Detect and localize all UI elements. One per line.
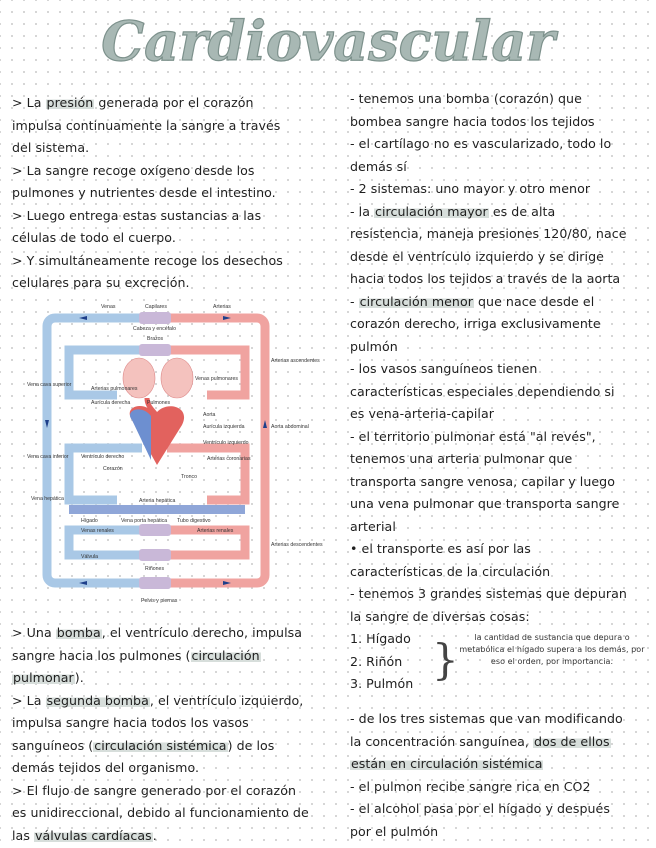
page-title	[0, 2, 656, 76]
highlighted-term: presión	[46, 95, 94, 110]
summary-line	[350, 313, 652, 336]
summary-line	[350, 178, 652, 201]
label-arterias-desc: Arterias descendentes	[271, 542, 323, 548]
conclusion-line	[350, 753, 652, 776]
label-venas-renales: Venas renales	[81, 528, 114, 534]
hepatic-vessels	[69, 505, 245, 514]
summary-line	[350, 246, 652, 269]
organ-item: 2. Riñón	[350, 653, 403, 669]
text-segment: ) de los	[227, 737, 275, 753]
summary-line	[350, 133, 652, 156]
label-venas-pulm: Venas pulmonares	[195, 376, 238, 382]
organ-note: la cantidad de sustancia que depura o metabólica el hígado supera a los demás, por eso el orden, por importancia.	[459, 633, 645, 666]
label-tubo-dig: Tubo digestivo	[177, 518, 211, 524]
text-segment: impulsa sangre hacia todos los vasos	[12, 715, 249, 730]
summary-line	[350, 538, 652, 561]
intro-line	[12, 92, 334, 115]
text-segment: demás tejidos del organismo.	[12, 760, 200, 775]
text-segment: - los vasos sanguíneos tienen	[350, 361, 538, 376]
text-segment: es unidireccional, debido al funcionamiento de	[12, 805, 309, 820]
highlighted-term: están en circulación sistémica	[351, 756, 543, 771]
intro-line	[12, 160, 334, 183]
label-vena-cava-inf: Vena cava inferior	[27, 454, 69, 460]
intro-line	[12, 250, 334, 273]
label-auricula-der: Aurícula derecha	[91, 400, 131, 406]
label-brazos: Brazos	[147, 336, 164, 342]
text-segment: , el ventrículo derecho, impulsa	[101, 625, 303, 640]
label-pulmones: Pulmones	[147, 400, 171, 406]
highlighted-term: circulación	[191, 647, 260, 663]
text-segment: generada por el corazón	[94, 95, 254, 110]
summary-line	[350, 516, 652, 539]
text-segment: > La	[12, 692, 46, 708]
organ-item: 3. Pulmón	[350, 676, 414, 691]
pump-line	[12, 645, 334, 668]
conclusion-line	[350, 708, 652, 731]
summary-line	[350, 268, 652, 291]
text-segment: -	[350, 293, 359, 309]
label-tronco: Tronco	[181, 474, 197, 480]
highlighted-term: válvulas cardíacas	[34, 827, 152, 843]
label-valvula: Válvula	[81, 554, 99, 560]
label-venas: Venas	[101, 304, 116, 310]
text-segment: > Una	[12, 625, 56, 640]
text-segment: > Y simultáneamente recoge los desechos	[12, 252, 283, 268]
text-segment: características especiales dependiendo si	[350, 383, 615, 399]
label-arterias-pulm: Arterias pulmonares	[91, 386, 138, 392]
summary-line	[350, 471, 652, 494]
text-segment: sanguíneos (	[12, 737, 94, 753]
text-segment: impulsa continuamente la sangre a través	[12, 117, 281, 133]
label-arterias-asc: Arterias ascendentes	[271, 358, 320, 364]
text-segment: la sangre de diversas cosas:	[350, 608, 530, 624]
conclusion-line	[350, 731, 652, 754]
conclusion-line	[350, 798, 652, 821]
text-segment: por el pulmón	[350, 823, 439, 839]
brace-icon: }	[432, 635, 459, 684]
text-segment: tenemos una arteria pulmonar que	[350, 451, 573, 466]
text-segment: - 2 sistemas: uno mayor y otro menor	[350, 181, 591, 196]
pump-line	[12, 757, 334, 780]
pump-line	[12, 690, 334, 713]
text-segment: es vena-arteria-capilar	[350, 406, 494, 421]
text-segment: pulmones y nutrientes desde el intestino.	[12, 185, 276, 200]
text-segment: hacia todos los tejidos a través de la aorta	[350, 271, 621, 286]
highlighted-term: dos de ellos	[534, 733, 610, 749]
text-segment: - el pulmon recibe sangre rica en CO2	[350, 778, 591, 794]
summary-line	[350, 583, 652, 606]
text-segment: una vena pulmonar que transporta sangre	[350, 496, 620, 511]
text-segment: transporta sangre venosa, capilar y luego	[350, 473, 615, 489]
venous-side	[47, 318, 142, 583]
text-segment: - de los tres sistemas que van modificando	[350, 711, 623, 726]
intro-notes	[12, 92, 334, 295]
label-aorta: Aorta	[203, 412, 216, 418]
highlighted-term: circulación menor	[359, 293, 473, 309]
highlighted-term: bomba	[56, 625, 101, 640]
label-aorta-abd: Aorta abdominal	[271, 424, 309, 430]
organ-item: 1. Hígado	[350, 631, 411, 646]
organ-list	[350, 628, 652, 696]
pump-line	[12, 780, 334, 803]
text-segment: celulares para su excreción.	[12, 275, 190, 290]
summary-line	[350, 358, 652, 381]
label-ventriculo-izq: Ventrículo izquierdo	[203, 440, 249, 446]
highlighted-term: segunda bomba	[46, 692, 149, 708]
intro-line	[12, 137, 334, 160]
summary-line	[350, 223, 652, 246]
text-segment: .	[152, 827, 157, 843]
text-segment: pulmón	[350, 338, 398, 354]
label-arterias-cor: Arterias coronarias	[207, 456, 251, 462]
label-higado: Hígado	[81, 518, 98, 524]
label-vena-cava-sup: Vena cava superior	[27, 382, 72, 388]
text-segment: que nace desde el	[473, 293, 595, 309]
intro-line	[12, 272, 334, 295]
summary-line	[350, 111, 652, 134]
label-vena-hep: Vena hepática	[31, 496, 64, 502]
text-segment: - el territorio pulmonar está "al revés",	[350, 428, 596, 444]
label-rinones: Riñones	[145, 566, 165, 572]
text-segment: corazón derecho, irriga exclusivamente	[350, 316, 601, 331]
summary-line	[350, 606, 652, 629]
text-segment: demás sí	[350, 158, 407, 174]
summary-line	[350, 381, 652, 404]
summary-line	[350, 493, 652, 516]
label-vena-porta: Vena porta hepática	[121, 518, 168, 524]
text-segment: - el cartílago no es vascularizado, todo lo	[350, 136, 612, 151]
text-segment: • el transporte es así por las	[350, 541, 531, 556]
summary-line	[350, 291, 652, 314]
label-cabeza: Cabeza y encéfalo	[133, 326, 176, 332]
pump-line	[12, 712, 334, 735]
text-segment: sangre hacia los pulmones (	[12, 647, 191, 663]
summary-line	[350, 448, 652, 471]
text-segment: del sistema.	[12, 140, 90, 155]
label-arterias-renales: Arterias renales	[197, 528, 234, 534]
text-segment: > La sangre recoge oxígeno desde los	[12, 162, 255, 178]
pump-line	[12, 622, 334, 645]
text-segment: - tenemos 3 grandes sistemas que depuran	[350, 586, 627, 601]
summary-line	[350, 426, 652, 449]
text-segment: las	[12, 827, 34, 843]
summary-line	[350, 201, 652, 224]
label-capilares: Capilares	[145, 304, 167, 310]
text-segment: , el ventrículo izquierdo,	[149, 692, 304, 708]
summary-line	[350, 336, 652, 359]
text-segment: la concentración sanguínea,	[350, 733, 534, 749]
text-segment: - tenemos una bomba (corazón) que	[350, 91, 582, 106]
text-segment: > La	[12, 95, 46, 110]
intro-line	[12, 115, 334, 138]
label-arteria-hep: Arteria hepática	[139, 498, 176, 504]
text-segment: > Luego entrega estas sustancias a las	[12, 207, 262, 223]
intro-line	[12, 182, 334, 205]
highlighted-term: circulación sistémica	[94, 737, 227, 753]
text-segment: arterial	[350, 518, 396, 534]
text-segment: ).	[74, 670, 84, 685]
text-segment: > El flujo de sangre generado por el corazón	[12, 782, 297, 798]
pump-line	[12, 802, 334, 825]
summary-notes	[350, 88, 652, 843]
label-ventriculo-der: Ventrículo derecho	[81, 454, 125, 460]
intro-line	[12, 227, 334, 250]
heart	[130, 398, 184, 465]
pump-line	[12, 667, 334, 690]
label-auricula-izq: Aurícula izquierda	[203, 424, 245, 430]
summary-line	[350, 561, 652, 584]
text-segment: células de todo el cuerpo.	[12, 230, 176, 245]
pump-notes	[12, 622, 334, 847]
label-pelvis: Pelvis y piernas	[141, 598, 178, 604]
title-text: Cardiovascular	[101, 9, 555, 73]
conclusion-line	[350, 821, 652, 844]
summary-line	[350, 88, 652, 111]
circulation-diagram	[27, 300, 323, 610]
conclusion-line	[350, 776, 652, 799]
pump-line	[12, 825, 334, 848]
highlighted-term: pulmonar	[13, 670, 74, 685]
text-segment: - el alcohol pasa por el hígado y después	[350, 801, 610, 816]
arterial-side	[167, 318, 265, 583]
summary-line	[350, 403, 652, 426]
pump-line	[12, 735, 334, 758]
text-segment: desde el ventrículo izquierdo y se dirige	[350, 248, 604, 264]
text-segment: características de la circulación	[350, 563, 551, 579]
text-segment: resistencia, maneja presiones 120/80, nace	[350, 226, 627, 241]
text-segment: - la	[350, 203, 375, 219]
text-segment: bombea sangre hacia todos los tejidos	[350, 113, 595, 129]
summary-line	[350, 156, 652, 179]
lungs	[123, 358, 193, 398]
text-segment: es de alta	[488, 203, 556, 219]
label-corazon: Corazón	[103, 466, 123, 472]
label-arterias: Arterias	[213, 304, 231, 310]
highlighted-term: circulación mayor	[375, 203, 488, 219]
intro-line	[12, 205, 334, 228]
